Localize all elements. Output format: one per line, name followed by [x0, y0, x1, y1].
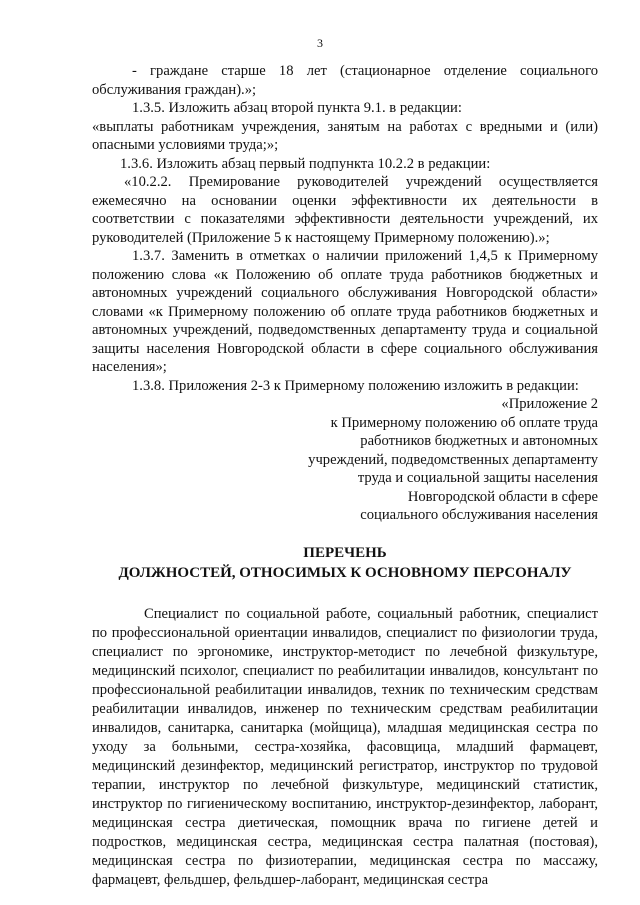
page-number: 3 — [317, 36, 323, 50]
heading-line-2: ДОЛЖНОСТЕЙ, ОТНОСИМЫХ К ОСНОВНОМУ ПЕРСОНАЛУ — [118, 564, 572, 581]
appendix-line: социального обслуживания населения — [360, 507, 598, 523]
paragraph-payments-quote: «выплаты работникам учреждения, занятым на работах с вредными и (или) опасными условиями труда;»; — [92, 118, 598, 153]
heading-line-1: ПЕРЕЧЕНЬ — [303, 544, 387, 561]
paragraph-1-3-8: 1.3.8. Приложения 2-3 к Примерному положению изложить в редакции: — [132, 377, 579, 394]
appendix-line: труда и социальной защиты населения — [357, 470, 598, 486]
appendix-line: Новгородской области в сфере — [407, 488, 598, 505]
appendix-line: работников бюджетных и автономных — [360, 433, 598, 449]
paragraph-10-2-2-quote: «10.2.2. Премирование руководителей учреждений осуществляется ежемесячно на основании оценки эффективности их деятельности в соответствии с показателями эффективности деятельности учреждений, их руководителей (Приложение 5 к настоящему Примерному положению).»; — [92, 174, 598, 246]
appendix-line: учреждений, подведомственных департаменту — [308, 451, 598, 468]
positions-list: Специалист по социальной работе, социальный работник, специалист по профессиональной ориентации инвалидов, специалист по физиологии труда, специалист по эргономике, инструктор-методист по лечебной физкультуре, медицинский психолог, специалист по реабилитации инвалидов, консультант по профессиональной реабилитации инвалидов, техник по техническим средствам реабилитации инвалидов, инженер по техническим средствам реабилитации инвалидов, санитарка, санитарка (мойщица), младшая медицинская сестра по уходу за больными, сестра-хозяйка, фасовщица, младший фармацевт, медицинский дезинфектор, медицинский регистратор, инструктор по трудовой терапии, инструктор по лечебной физкультуре, медицинский статистик, инструктор по гигиеническому воспитанию, инструктор-дезинфектор, лаборант, медицинская сестра диетическая, помощник врача по гигиене детей и подростков, медицинская сестра, медицинская сестра палатная (постовая), медицинская сестра по физиотерапии, медицинская сестра по массажу, фармацевт, фельдшер, фельдшер-лаборант, медицинская сестра — [92, 605, 598, 888]
paragraph-1-3-6: 1.3.6. Изложить абзац первый подпункта 10.2.2 в редакции: — [120, 155, 491, 172]
appendix-line: «Приложение 2 — [501, 396, 598, 412]
paragraph-1-3-7: 1.3.7. Заменить в отметках о наличии приложений 1,4,5 к Примерному положению слова «к Положению об оплате труда работников бюджетных и автономных учреждений социального обслуживания Новгородской области» словами «к Примерному положению об оплате труда работников бюджетных и автономных учреждений, подведомственных департаменту труда и социальной защиты населения Новгородской области в сфере социального обслуживания населения»; — [92, 248, 598, 375]
appendix-line: к Примерному положению об оплате труда — [330, 414, 598, 431]
appendix-note — [92, 395, 598, 525]
paragraph-1-3-5: 1.3.5. Изложить абзац второй пункта 9.1. в редакции: — [132, 100, 462, 116]
list-heading — [92, 543, 598, 583]
document-body — [92, 62, 598, 890]
paragraph-citizens-over-18: - граждане старше 18 лет (стационарное отделение социального обслуживания граждан).»; — [92, 63, 598, 98]
